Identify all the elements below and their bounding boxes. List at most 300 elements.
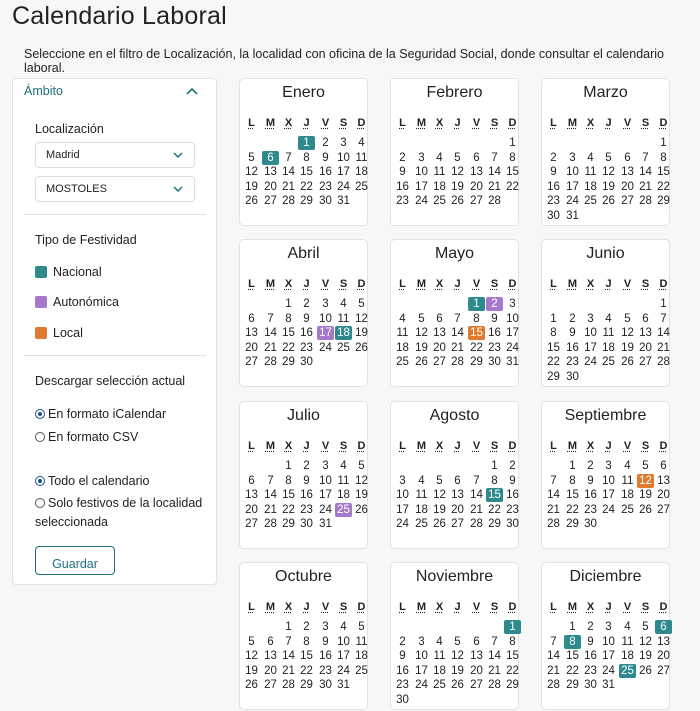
weekday-label: J [605, 117, 612, 129]
week-row [240, 459, 367, 473]
weekday-label: J [605, 278, 612, 290]
holiday-day-cell[interactable]: 15 [468, 326, 485, 340]
day-cell: 13 [657, 635, 670, 648]
holiday-day-cell[interactable]: 25 [335, 503, 352, 517]
day-cell: 25 [584, 195, 597, 208]
day-cell: 9 [509, 474, 516, 487]
day-cell: 21 [282, 664, 295, 677]
day-cell: 18 [433, 180, 446, 193]
day-cell: 21 [470, 503, 483, 516]
day-cell: 13 [470, 650, 483, 663]
holiday-day-cell[interactable]: 25 [619, 664, 636, 678]
day-cell: 6 [267, 635, 274, 648]
day-cell: 7 [642, 151, 649, 164]
weekday-header [240, 600, 367, 614]
province-value: Madrid [46, 149, 80, 161]
month-card-diciembre [541, 562, 670, 710]
week-row [240, 488, 367, 502]
day-cell: 5 [642, 621, 649, 633]
day-cell: 28 [547, 679, 560, 692]
weekday-label: J [605, 440, 612, 452]
week-row [391, 488, 518, 502]
holiday-day-cell[interactable]: 6 [262, 151, 279, 165]
day-cell: 10 [506, 312, 519, 325]
day-cell: 21 [282, 180, 295, 193]
week-row [240, 136, 367, 150]
legend-label: Nacional [53, 265, 102, 279]
weekday-label: D [357, 601, 366, 613]
day-cell: 12 [245, 650, 258, 663]
day-cell: 1 [285, 621, 292, 633]
day-cell: 17 [396, 503, 409, 516]
weekday-label: S [490, 440, 499, 452]
day-cell: 24 [415, 195, 428, 208]
day-cell: 23 [584, 503, 597, 516]
day-cell: 7 [660, 312, 667, 325]
province-select[interactable] [35, 142, 195, 168]
day-cell: 3 [322, 298, 329, 310]
day-cell: 10 [602, 474, 615, 487]
day-cell: 1 [660, 298, 667, 310]
week-row [542, 136, 669, 150]
day-cell: 20 [621, 180, 634, 193]
holiday-day-cell[interactable]: 1 [504, 620, 521, 634]
week-row [240, 664, 367, 678]
weekday-label: S [339, 278, 348, 290]
month-name: Abril [287, 245, 320, 262]
day-cell: 29 [566, 679, 579, 692]
day-cell: 18 [621, 650, 634, 663]
radio-button[interactable] [35, 498, 45, 508]
day-cell: 18 [415, 503, 428, 516]
week-row [542, 649, 669, 663]
localizacion-label: Localización [35, 122, 104, 136]
day-cell: 6 [642, 312, 649, 325]
weekday-label: S [490, 601, 499, 613]
weekday-label: L [399, 117, 406, 129]
holiday-day-cell[interactable]: 1 [298, 136, 315, 150]
day-cell: 7 [267, 474, 274, 487]
day-cell: 18 [433, 664, 446, 677]
day-cell: 31 [319, 518, 332, 531]
day-cell: 19 [602, 180, 615, 193]
day-cell: 20 [264, 180, 277, 193]
day-cell: 25 [415, 518, 428, 531]
weekday-label: J [303, 440, 310, 452]
day-cell: 16 [300, 489, 313, 502]
week-row [240, 517, 367, 531]
week-row [391, 649, 518, 663]
holiday-day-cell[interactable]: 8 [564, 635, 581, 649]
holiday-day-cell[interactable]: 1 [468, 297, 485, 311]
weekday-label: L [550, 440, 557, 452]
day-cell: 9 [399, 650, 406, 663]
day-cell: 22 [506, 180, 519, 193]
day-cell: 10 [415, 650, 428, 663]
day-cell: 15 [300, 650, 313, 663]
radio-solo-festivos[interactable] [35, 496, 202, 510]
day-cell: 28 [470, 518, 483, 531]
radio-button-selected[interactable] [35, 476, 45, 486]
day-cell: 29 [470, 356, 483, 369]
day-cell: 21 [547, 503, 560, 516]
day-cell: 8 [509, 635, 516, 648]
week-row [391, 297, 518, 311]
radio-todo-calendario[interactable] [35, 474, 149, 488]
day-cell: 22 [547, 356, 560, 369]
day-cell: 17 [337, 166, 350, 179]
day-cell: 15 [566, 650, 579, 663]
day-cell: 15 [282, 489, 295, 502]
day-cell: 12 [621, 327, 634, 340]
weekday-label: L [399, 278, 406, 290]
day-cell: 27 [621, 195, 634, 208]
weekday-label: L [248, 278, 255, 290]
day-cell: 31 [337, 679, 350, 692]
day-cell: 15 [282, 327, 295, 340]
day-cell: 27 [245, 518, 258, 531]
month-name: Diciembre [569, 568, 642, 585]
weekday-label: S [339, 440, 348, 452]
week-row [391, 355, 518, 369]
day-cell: 23 [300, 503, 313, 516]
day-cell: 5 [454, 151, 461, 164]
day-cell: 13 [264, 166, 277, 179]
day-cell: 13 [621, 166, 634, 179]
day-cell: 7 [285, 635, 292, 648]
day-cell: 3 [605, 460, 612, 472]
day-cell: 4 [436, 635, 443, 648]
day-cell: 11 [433, 166, 446, 179]
month-card-noviembre [390, 562, 519, 710]
radio-format-icalendar[interactable] [35, 407, 166, 421]
weekday-label: M [567, 117, 578, 129]
month-name: Julio [287, 407, 320, 424]
week-row [240, 312, 367, 326]
day-cell: 9 [587, 474, 594, 487]
weekday-label: V [623, 601, 632, 613]
day-cell: 14 [451, 327, 464, 340]
weekday-label: S [641, 601, 650, 613]
radio-format-csv[interactable] [35, 430, 138, 444]
weekday-label: X [284, 601, 293, 613]
weekday-label: M [265, 601, 276, 613]
day-cell: 24 [415, 679, 428, 692]
day-cell: 4 [399, 312, 406, 325]
day-cell: 12 [451, 166, 464, 179]
day-cell: 19 [245, 180, 258, 193]
weekday-label: J [303, 601, 310, 613]
day-cell: 27 [639, 356, 652, 369]
weekday-label: X [435, 440, 444, 452]
day-cell: 23 [319, 664, 332, 677]
day-cell: 7 [491, 635, 498, 648]
week-row [391, 620, 518, 634]
week-row [391, 180, 518, 194]
day-cell: 23 [506, 503, 519, 516]
weekday-label: V [321, 440, 330, 452]
holiday-day-cell[interactable]: 12 [637, 474, 654, 488]
day-cell: 5 [436, 474, 443, 487]
day-cell: 26 [451, 679, 464, 692]
weekday-label: X [284, 278, 293, 290]
day-cell: 24 [319, 503, 332, 516]
weekday-header [391, 277, 518, 291]
weekday-label: M [265, 278, 276, 290]
day-cell: 26 [355, 341, 368, 354]
day-cell: 25 [433, 679, 446, 692]
weekday-label: J [454, 601, 461, 613]
day-cell: 22 [488, 503, 501, 516]
day-cell: 23 [547, 195, 560, 208]
day-cell: 29 [566, 518, 579, 531]
day-cell: 26 [602, 195, 615, 208]
month-card-enero [239, 78, 368, 226]
day-cell: 9 [550, 166, 557, 179]
page-title: Calendario Laboral [12, 2, 227, 30]
day-cell: 1 [550, 312, 557, 325]
day-cell: 13 [245, 489, 258, 502]
day-cell: 7 [550, 635, 557, 648]
holiday-day-cell[interactable]: 15 [486, 488, 503, 502]
month-card-septiembre [541, 401, 670, 549]
day-cell: 26 [355, 503, 368, 516]
day-cell: 6 [248, 312, 255, 325]
day-cell: 17 [415, 180, 428, 193]
week-row [240, 297, 367, 311]
radio-label-continuation: seleccionada [35, 515, 108, 529]
radio-label: Solo festivos de la localidad [48, 496, 203, 510]
legend-swatch-autonomica [35, 296, 47, 308]
day-cell: 25 [396, 356, 409, 369]
day-cell: 29 [282, 356, 295, 369]
day-cell: 4 [624, 460, 631, 472]
week-row [542, 635, 669, 649]
day-cell: 28 [264, 518, 277, 531]
weekday-label: V [472, 117, 481, 129]
day-cell: 20 [470, 664, 483, 677]
weekday-label: X [586, 278, 595, 290]
day-cell: 7 [550, 474, 557, 487]
day-cell: 5 [358, 621, 365, 633]
day-cell: 9 [322, 635, 329, 648]
month-card-agosto [390, 401, 519, 549]
day-cell: 17 [584, 341, 597, 354]
week-row [542, 194, 669, 208]
radio-button[interactable] [35, 432, 45, 442]
day-cell: 24 [602, 503, 615, 516]
weekday-label: L [248, 601, 255, 613]
day-cell: 6 [624, 151, 631, 164]
day-cell: 26 [433, 518, 446, 531]
day-cell: 21 [264, 341, 277, 354]
locality-value: MOSTOLES [46, 183, 107, 195]
day-cell: 20 [639, 341, 652, 354]
weekday-header [542, 277, 669, 291]
day-cell: 13 [451, 489, 464, 502]
weekday-label: L [550, 601, 557, 613]
weekday-header [542, 600, 669, 614]
day-cell: 23 [319, 180, 332, 193]
weekday-label: L [399, 440, 406, 452]
day-cell: 11 [396, 327, 409, 340]
day-cell: 28 [282, 679, 295, 692]
day-cell: 12 [639, 635, 652, 648]
week-row [240, 635, 367, 649]
holiday-day-cell[interactable]: 6 [655, 620, 672, 634]
radio-label: En formato CSV [48, 430, 139, 444]
radio-label: Todo el calendario [48, 474, 150, 488]
day-cell: 15 [300, 166, 313, 179]
day-cell: 2 [303, 460, 310, 472]
month-card-julio [239, 401, 368, 549]
day-cell: 4 [340, 298, 347, 310]
day-cell: 7 [473, 474, 480, 487]
month-name: Octubre [275, 568, 332, 585]
day-cell: 6 [454, 474, 461, 487]
day-cell: 28 [282, 195, 295, 208]
day-cell: 3 [418, 635, 425, 648]
day-cell: 16 [547, 180, 560, 193]
week-row [240, 474, 367, 488]
save-button[interactable]: Guardar [35, 546, 115, 575]
weekday-label: D [508, 117, 517, 129]
legend-label: Autonómica [53, 295, 120, 309]
day-cell: 23 [584, 664, 597, 677]
day-cell: 1 [285, 460, 292, 472]
day-cell: 2 [569, 312, 576, 325]
day-cell: 12 [451, 650, 464, 663]
week-row [391, 459, 518, 473]
weekday-label: S [641, 278, 650, 290]
day-cell: 6 [473, 151, 480, 164]
day-cell: 25 [433, 195, 446, 208]
day-cell: 22 [282, 503, 295, 516]
locality-select[interactable] [35, 176, 195, 202]
day-cell: 23 [396, 679, 409, 692]
week-row [240, 151, 367, 165]
day-cell: 28 [488, 679, 501, 692]
day-cell: 17 [602, 650, 615, 663]
week-row [542, 678, 669, 692]
day-cell: 16 [584, 489, 597, 502]
tipo-festividad-label: Tipo de Festividad [35, 233, 137, 247]
holiday-day-cell[interactable]: 2 [486, 297, 503, 311]
holiday-day-cell[interactable]: 18 [335, 326, 352, 340]
weekday-label: S [339, 117, 348, 129]
week-row [542, 459, 669, 473]
day-cell: 2 [550, 151, 557, 164]
weekday-label: D [659, 440, 668, 452]
day-cell: 30 [566, 371, 579, 383]
weekday-label: X [435, 278, 444, 290]
day-cell: 14 [264, 489, 277, 502]
day-cell: 31 [337, 195, 350, 208]
day-cell: 20 [470, 180, 483, 193]
weekday-label: S [490, 278, 499, 290]
day-cell: 5 [358, 460, 365, 472]
week-row [542, 488, 669, 502]
day-cell: 6 [660, 460, 667, 472]
day-cell: 10 [584, 327, 597, 340]
day-cell: 24 [566, 195, 579, 208]
weekday-label: L [550, 278, 557, 290]
week-row [391, 693, 518, 707]
day-cell: 16 [300, 327, 313, 340]
day-cell: 29 [300, 195, 313, 208]
weekday-label: D [508, 278, 517, 290]
day-cell: 30 [547, 210, 560, 222]
day-cell: 15 [566, 489, 579, 502]
day-cell: 7 [267, 312, 274, 325]
week-row [542, 209, 669, 223]
week-row [542, 341, 669, 355]
radio-button-selected[interactable] [35, 409, 45, 419]
day-cell: 27 [470, 679, 483, 692]
day-cell: 26 [245, 679, 258, 692]
day-cell: 5 [248, 151, 255, 164]
day-cell: 25 [355, 180, 368, 193]
day-cell: 4 [340, 621, 347, 633]
day-cell: 23 [300, 341, 313, 354]
day-cell: 21 [639, 180, 652, 193]
day-cell: 15 [657, 166, 670, 179]
day-cell: 9 [491, 312, 498, 325]
day-cell: 11 [584, 166, 597, 179]
month-card-abril [239, 239, 368, 387]
day-cell: 7 [491, 151, 498, 164]
holiday-day-cell[interactable]: 17 [317, 326, 334, 340]
week-row [542, 370, 669, 384]
weekday-label: V [623, 117, 632, 129]
weekday-label: J [454, 278, 461, 290]
day-cell: 22 [506, 664, 519, 677]
day-cell: 3 [509, 298, 516, 310]
weekday-label: L [248, 117, 255, 129]
ambito-toggle[interactable] [13, 79, 216, 105]
legend-swatch-nacional [35, 266, 47, 278]
month-card-marzo [541, 78, 670, 226]
day-cell: 20 [245, 503, 258, 516]
day-cell: 25 [337, 341, 350, 354]
day-cell: 2 [587, 460, 594, 472]
week-row [542, 620, 669, 634]
day-cell: 22 [300, 180, 313, 193]
day-cell: 16 [396, 664, 409, 677]
day-cell: 22 [300, 664, 313, 677]
day-cell: 26 [621, 356, 634, 369]
day-cell: 30 [506, 518, 519, 531]
month-name: Junio [586, 245, 625, 262]
weekday-label: J [303, 278, 310, 290]
week-row [542, 503, 669, 517]
day-cell: 31 [602, 679, 615, 692]
day-cell: 17 [415, 664, 428, 677]
day-cell: 13 [657, 474, 670, 487]
day-cell: 19 [639, 650, 652, 663]
day-cell: 5 [605, 151, 612, 164]
day-cell: 10 [337, 635, 350, 648]
day-cell: 5 [454, 635, 461, 648]
day-cell: 9 [569, 327, 576, 340]
day-cell: 23 [396, 195, 409, 208]
weekday-label: S [339, 601, 348, 613]
month-name: Febrero [426, 84, 483, 101]
day-cell: 21 [264, 503, 277, 516]
day-cell: 13 [433, 327, 446, 340]
day-cell: 14 [488, 650, 501, 663]
day-cell: 20 [451, 503, 464, 516]
